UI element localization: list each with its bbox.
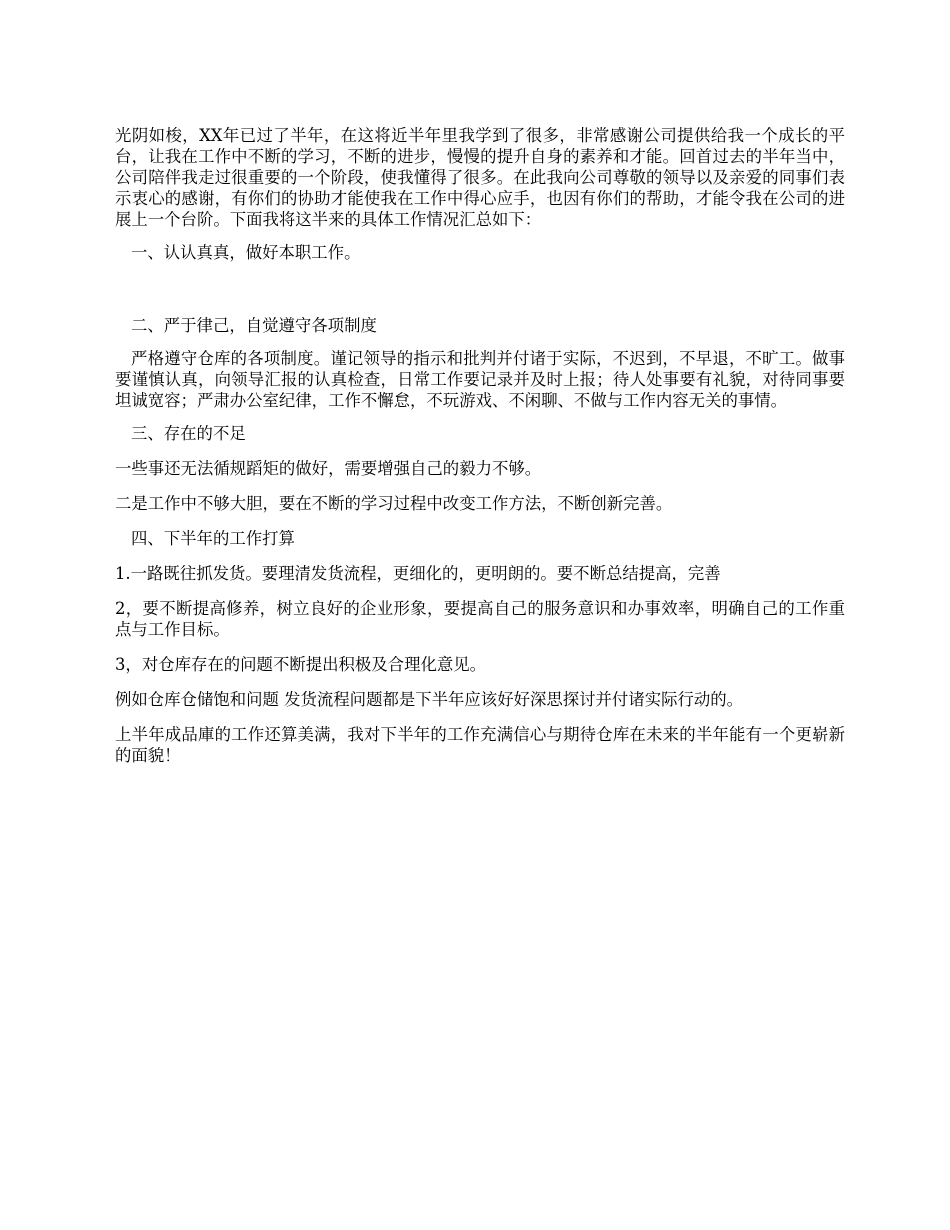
section4-heading: 四、下半年的工作打算 bbox=[131, 529, 295, 548]
document-page bbox=[115, 125, 845, 766]
section3-heading: 三、存在的不足 bbox=[131, 424, 246, 443]
section4-item-1: 1.一路既往抓发货。要理清发货流程，更细化的，更明朗的。要不断总结提高，完善 bbox=[115, 564, 721, 583]
section2-body: 严格遵守仓库的各项制度。谨记领导的指示和批判并付诸于实际，不迟到，不早退，不旷工。做事要谨慎认真，向领导汇报的认真检查，日常工作要记录并及时上报；待人处事要有礼貌，对待同事要坦诚宽容；严肃办公室纪律，工作不懈怠，不玩游戏、不闲聊、不做与工作内容无关的事情。 bbox=[115, 349, 845, 410]
section4-example: 例如仓库仓储饱和问题 发货流程问题都是下半年应该好好深思探讨并付诸实际行动的。 bbox=[115, 690, 744, 709]
section3-item-2: 二是工作中不够大胆，要在不断的学习过程中改变工作方法，不断创新完善。 bbox=[115, 494, 673, 513]
section4-item-3: 3，对仓库存在的问题不断提出积极及合理化意见。 bbox=[115, 655, 487, 674]
section2-heading: 二、严于律己，自觉遵守各项制度 bbox=[131, 316, 377, 335]
intro-paragraph: 光阴如梭，XX年已过了半年，在这将近半年里我学到了很多，非常感谢公司提供给我一个成长的平台，让我在工作中不断的学习，不断的进步，慢慢的提升自身的素养和才能。回首过去的半年当中，公司陪伴我走过很重要的一个阶段，使我懂得了很多。在此我向公司尊敬的领导以及亲爱的同事们表示衷心的感谢，有你们的协助才能使我在工作中得心应手，也因有你们的帮助，才能令我在公司的进展上一个台阶。下面我将这半来的具体工作情况汇总如下： bbox=[115, 126, 845, 229]
section3-item-1: 一些事还无法循规蹈矩的做好，需要增强自己的毅力不够。 bbox=[115, 459, 542, 478]
section4-item-2: 2，要不断提高修养，树立良好的企业形象，要提高自己的服务意识和办事效率，明确自己的工作重点与工作目标。 bbox=[115, 599, 845, 639]
closing-paragraph: 上半年成品庫的工作还算美满，我对下半年的工作充满信心与期待仓库在未来的半年能有一个更崭新的面貌！ bbox=[115, 725, 845, 765]
section1-heading: 一、认认真真，做好本职工作。 bbox=[131, 243, 361, 262]
